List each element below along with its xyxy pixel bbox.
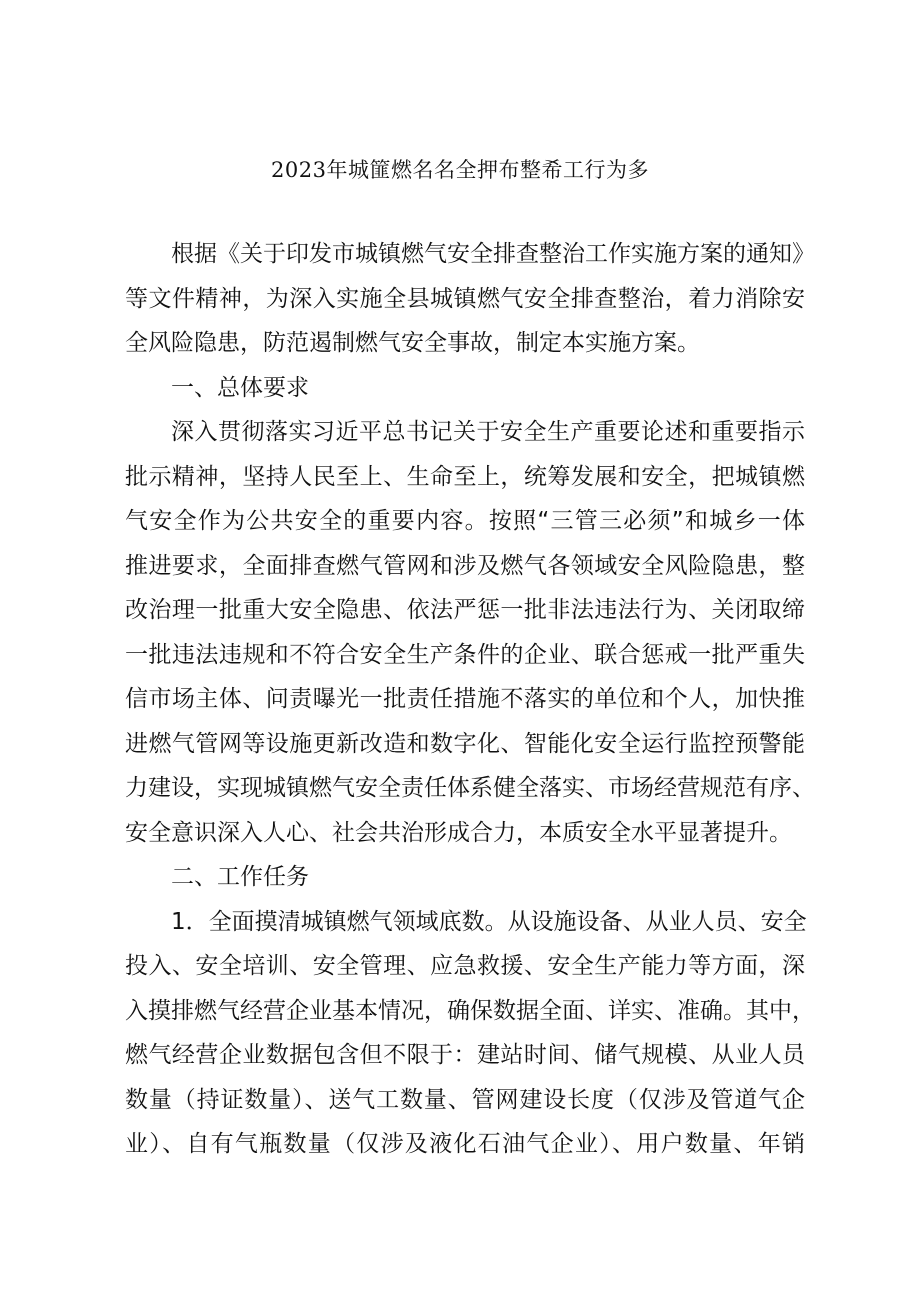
document-title: 2023年城篚燃名名全押布整希工行为多	[271, 158, 649, 182]
paragraph-line: 一批违法违规和不符合安全生产条件的企业、联合惩戒一批严重失	[125, 641, 805, 668]
paragraph-line: 信市场主体、问责曝光一批责任措施不落实的单位和个人，加快推	[125, 686, 805, 712]
paragraph-line: 燃气经营企业数据包含但不限于：建站时间、储气规模、从业人员	[125, 1042, 805, 1068]
section-heading: 二、工作任务	[171, 864, 309, 890]
document-body	[125, 232, 815, 1167]
paragraph-line: 数量（持证数量）、送气工数量、管网建设长度（仅涉及管道气企	[125, 1086, 805, 1113]
paragraph-line: 等文件精神，为深入实施全县城镇燃气安全排查整治，着力消除安	[125, 285, 805, 312]
paragraph-line: 力建设，实现城镇燃气安全责任体系健全落实、市场经营规范有序、	[125, 775, 815, 801]
paragraph-line: 批示精神，坚持人民至上、生命至上，统筹发展和安全，把城镇燃	[125, 463, 805, 490]
paragraph-line: 入摸排燃气经营企业基本情况，确保数据全面、详实、准确。其中，	[125, 997, 815, 1024]
section-heading: 一、总体要求	[171, 374, 309, 401]
paragraph-line: 业）、自有气瓶数量（仅涉及液化石油气企业）、用户数量、年销	[125, 1131, 805, 1157]
paragraph-line: 1．全面摸清城镇燃气领域底数。从设施设备、从业人员、安全	[171, 908, 807, 935]
paragraph-line: 安全意识深入人心、社会共治形成合力，本质安全水平显著提升。	[125, 819, 792, 846]
paragraph-line: 气安全作为公共安全的重要内容。按照“三管三必须”和城乡一体	[125, 508, 805, 534]
paragraph-line: 根据《关于印发市城镇燃气安全排查整治工作实施方案的通知》	[171, 241, 815, 267]
paragraph-line: 投入、安全培训、安全管理、应急救援、安全生产能力等方面，深	[125, 953, 805, 979]
paragraph-line: 深入贯彻落实习近平总书记关于安全生产重要论述和重要指示	[171, 419, 805, 445]
paragraph-line: 进燃气管网等设施更新改造和数字化、智能化安全运行监控预警能	[125, 730, 805, 757]
paragraph-line: 推进要求，全面排查燃气管网和涉及燃气各领域安全风险隐患，整	[125, 552, 805, 579]
paragraph-line: 改治理一批重大安全隐患、依法严惩一批非法违法行为、关闭取缔	[125, 597, 805, 623]
paragraph-line: 全风险隐患，防范遏制燃气安全事故，制定本实施方案。	[125, 330, 700, 356]
